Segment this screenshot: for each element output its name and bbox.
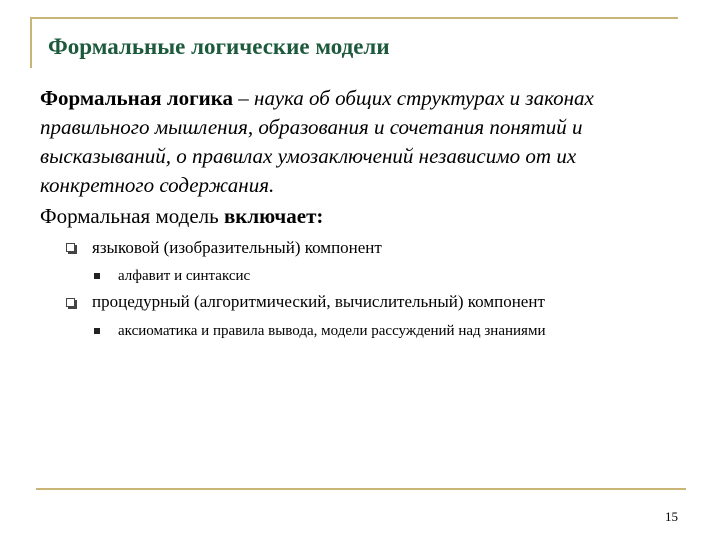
top-rule: [30, 17, 678, 19]
checkbox-bullet-icon: [66, 243, 75, 252]
list-item-2: процедурный (алгоритмический, вычислительный) компонент: [92, 292, 545, 311]
slide-title: Формальные логические модели: [48, 34, 390, 59]
definition-paragraph: [40, 84, 695, 200]
definition-term: Формальная логика: [40, 86, 234, 110]
sub-item-1: алфавит и синтаксис: [118, 268, 251, 284]
bottom-rule: [36, 488, 686, 490]
square-bullet-icon: [94, 328, 100, 334]
definition-dash: –: [233, 86, 255, 110]
sub-item-2: аксиоматика и правила вывода, модели рассуждений над знаниями: [118, 323, 546, 339]
definition-text: наука об общих структурах и законах правильного мышления, образования и сочетания понятий и высказываний, о правилах умозаключений независимо от их конкретного содержания.: [40, 86, 594, 197]
includes-line: [40, 204, 323, 229]
square-bullet-icon: [94, 273, 100, 279]
includes-intro: Формальная модель: [40, 204, 224, 228]
list-item-1: языковой (изобразительный) компонент: [92, 238, 382, 257]
includes-bold: включает:: [223, 204, 324, 228]
left-rule: [30, 17, 32, 68]
page-number: 15: [665, 509, 678, 524]
checkbox-bullet-icon: [66, 298, 75, 307]
